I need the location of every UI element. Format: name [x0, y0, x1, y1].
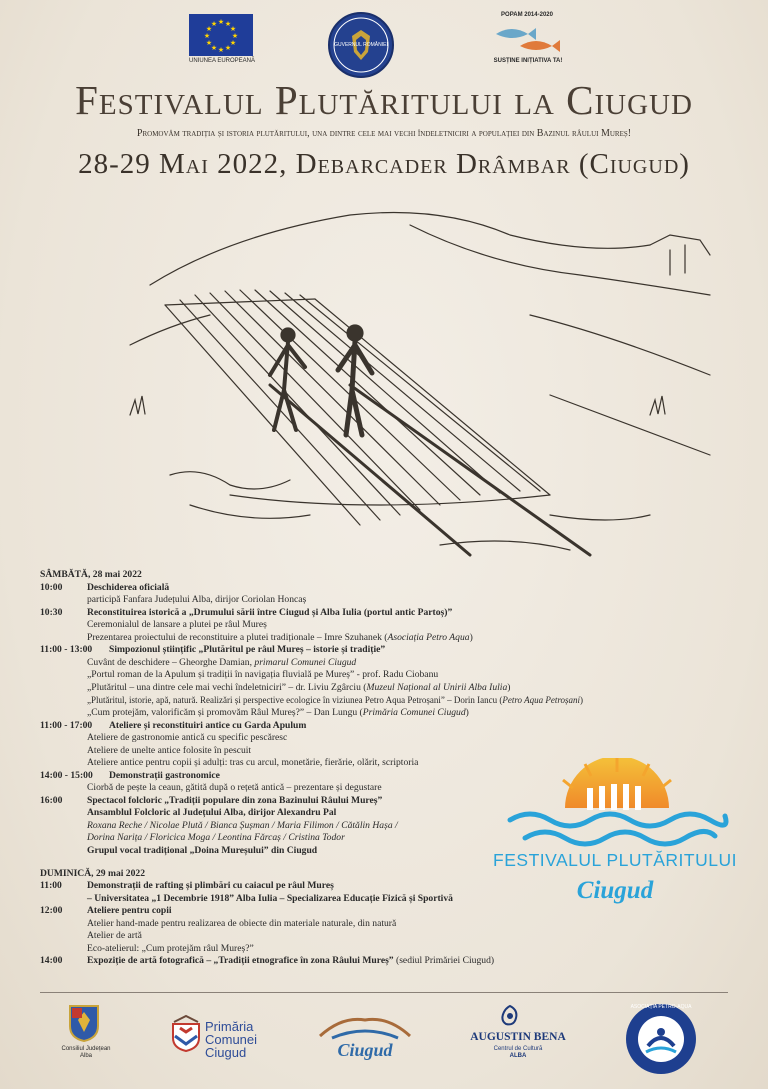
list-item-detail: „Plutăritul, istorie, apă, natură. Realizări și perspective ecologice în viziunea Petro Aqua Petroșani” – Dorin Iancu (Petro Aqua Petroșani)	[87, 695, 584, 706]
petro-aqua-seal-logo	[624, 1002, 698, 1076]
footer-divider	[40, 992, 728, 993]
list-item-detail: Ansamblul Folcloric al Județului Alba, dirijor Alexandru Pal	[87, 807, 337, 819]
fish-icon	[492, 24, 564, 54]
city-hall-logo-text: Primăria Comunei Ciugud	[205, 1019, 258, 1060]
raft-sketch-illustration	[110, 195, 730, 585]
page-title: Festivalul Plutăritului la Ciugud	[75, 77, 693, 123]
svg-text:★: ★	[224, 20, 232, 28]
list-item-detail: „Cum protejăm, valorificăm și promovăm Râul Mureș?” – Dan Lungu (Primăria Comunei Ciugud)	[87, 707, 469, 719]
list-item: 10:30 Reconstituirea istorică a „Drumului sării între Ciugud și Alba Iulia (portul antic Partoș)”	[40, 606, 453, 618]
list-item-detail: Ateliere de gastronomie antică cu specific pescăresc	[87, 732, 288, 744]
list-item-detail: Atelier de artă	[87, 930, 142, 942]
culture-center-icon	[498, 1004, 522, 1028]
festival-logo-place: Ciugud	[576, 877, 654, 904]
list-item-detail: Ateliere antice pentru copii și adulți: tras cu arcul, monetărie, fierărie, olărit, scriptoria	[87, 757, 419, 769]
svg-text:★: ★	[205, 25, 213, 33]
eu-caption: UNIUNEA EUROPEANĂ	[188, 58, 255, 64]
popam-title: POPAM 2014-2020	[501, 12, 553, 18]
list-item: 12:00 Ateliere pentru copii	[40, 905, 172, 917]
gov-seal-text: GUVERNUL ROMÂNIEI	[334, 42, 388, 48]
eu-flag-logo	[189, 14, 253, 56]
list-item-detail: Cuvânt de deschidere – Gheorghe Damian, primarul Comunei Ciugud	[87, 656, 357, 668]
culture-center-name: AUGUSTIN BENA	[470, 1031, 566, 1043]
culture-center-caption: Centrul de Cultură ALBA	[493, 1046, 543, 1059]
list-item-detail: Roxana Reche / Nicolae Plută / Bianca Șușman / Maria Filimon / Cătălin Hașa /	[87, 819, 398, 831]
list-item-detail: „Plutăritul – una dintre cele mai vechi îndeletniciri” – dr. Liviu Zgârciu (Muzeul Național al Unirii Alba Iulia)	[87, 681, 511, 693]
list-item: 11:00 - 17:00 Ateliere și reconstituiri antice cu Garda Apulum	[40, 719, 307, 731]
svg-text:★: ★	[203, 32, 211, 40]
saturday-heading: SÂMBĂTĂ, 28 mai 2022	[40, 569, 142, 580]
event-program	[40, 569, 584, 968]
list-item-detail: Atelier hand-made pentru realizarea de obiecte din materiale naturale, din natură	[87, 917, 397, 929]
list-item-detail: „Portul roman de la Apulum și tradiții în navigația fluvială pe Mureș” - prof. Radu Ciobanu	[87, 669, 439, 681]
ciugud-logo-text: Ciugud	[337, 1040, 393, 1060]
list-item-detail: Prezentarea proiectului de reconstituire a plutei tradiționale – Imre Szuhanek (Asociația Petro Aqua)	[87, 631, 473, 643]
alba-county-crest-icon	[68, 1004, 100, 1042]
list-item-detail: Dorina Narița / Floricica Moga / Leontina Fărcaș / Cristina Todor	[87, 832, 345, 844]
sunday-heading: DUMINICĂ, 29 mai 2022	[40, 867, 145, 879]
svg-text:★: ★	[224, 44, 232, 52]
popam-caption: SUSȚINE INIȚIATIVA TA!	[493, 58, 563, 64]
svg-text:★: ★	[231, 32, 239, 40]
list-item: 14:00 Expoziție de artă fotografică – „Tradiții etnografice în zona Râului Mureș” (sediul Primăriei Ciugud)	[40, 955, 495, 967]
list-item-detail: participă Fanfara Județului Alba, dirijor Coriolan Honcaș	[87, 594, 307, 606]
svg-text:★: ★	[210, 20, 218, 28]
svg-text:★: ★	[217, 18, 225, 26]
list-item-detail: Grupul vocal tradițional „Doina Mureșului” din Ciugud	[87, 845, 318, 857]
svg-text:★: ★	[217, 46, 225, 54]
list-item-detail: Ciorbă de pește la ceaun, gătită după o rețetă antică – prezentare și degustare	[87, 782, 382, 794]
subtitle: Promovăm tradiția și istoria plutăritului, una dintre cele mai vechi îndeletniciri a populației din Bazinul râului Mureș!	[136, 128, 632, 139]
list-item: 10:00 Deschiderea oficială	[40, 581, 170, 593]
list-item: 14:00 - 15:00 Demonstrații gastronomice	[40, 769, 220, 781]
list-item-detail: Eco-atelierul: „Cum protejăm râul Mureș?”	[87, 942, 254, 954]
list-item-detail: – Universitatea „1 Decembrie 1918” Alba Iulia – Specializarea Educație Fizică și Sportivă	[87, 892, 453, 904]
list-item: 11:00 - 13:00 Simpozionul științific „Plutăritul pe râul Mureș – istorie și tradiție”	[40, 644, 386, 656]
festival-logo-title: FESTIVALUL PLUTĂRITULUI	[493, 850, 737, 870]
list-item-detail: Ceremonialul de lansare a plutei pe râul Mureș	[87, 619, 267, 631]
svg-text:★: ★	[229, 39, 237, 47]
petro-aqua-seal-text: ASOCIAȚIA PETRO-AQUA	[630, 1004, 692, 1010]
svg-text:★: ★	[205, 39, 213, 47]
svg-text:★: ★	[210, 44, 218, 52]
county-council-caption: Consiliul Județean Alba	[61, 1046, 111, 1059]
list-item-detail: Ateliere de unelte antice folosite în pescuit	[87, 744, 252, 756]
svg-text:★: ★	[229, 25, 237, 33]
ciugud-crest-icon	[170, 1014, 202, 1052]
list-item: 11:00 Demonstrații de rafting și plimbări cu caiacul pe râul Mureș	[40, 880, 334, 892]
date-place: 28-29 Mai 2022, Debarcader Drâmbar (Ciugud)	[78, 148, 690, 180]
list-item: 16:00 Spectacol folcloric „Tradiții populare din zona Bazinului Râului Mureș”	[40, 794, 383, 806]
